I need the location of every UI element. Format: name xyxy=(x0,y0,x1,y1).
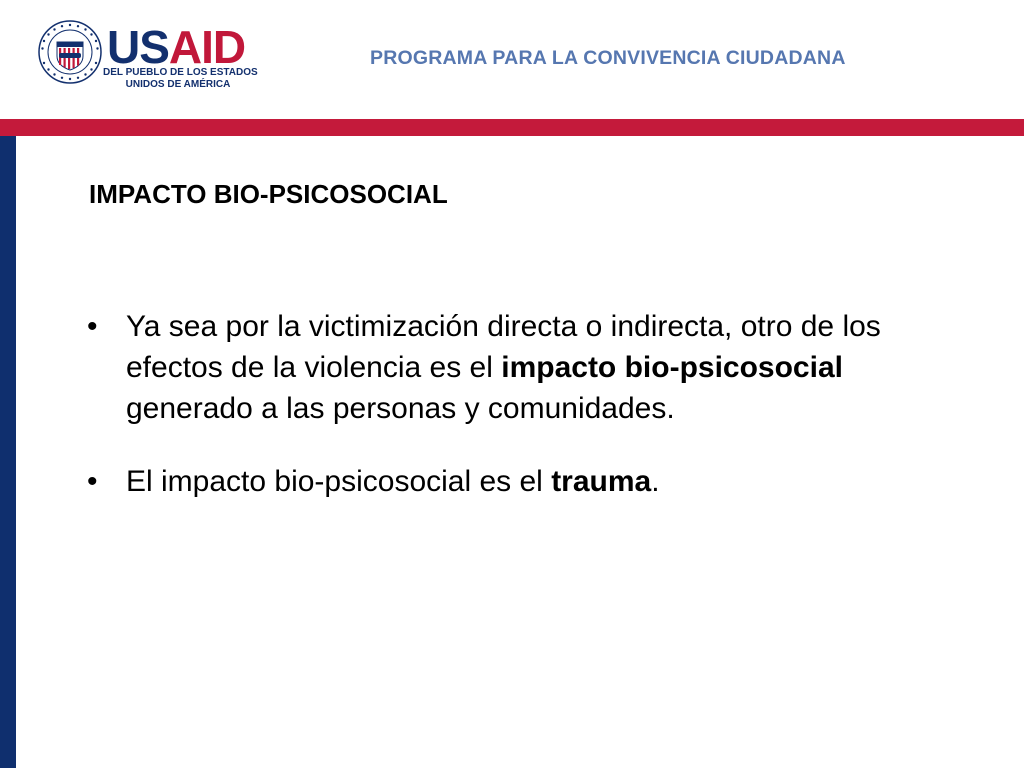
slide-header xyxy=(0,0,1024,118)
bullet-text: El impacto bio-psicosocial es el xyxy=(126,465,552,498)
bullet-item xyxy=(80,461,960,502)
bullet-text: generado a las personas y comunidades. xyxy=(126,392,675,425)
bullet-bold-text: impacto bio-psicosocial xyxy=(501,351,843,384)
usaid-tagline-line2: UNIDOS DE AMÉRICA xyxy=(125,79,231,90)
bullet-text: . xyxy=(651,465,660,498)
usaid-wordmark xyxy=(107,21,246,73)
bullet-marker: • xyxy=(87,310,98,343)
bullet-marker: • xyxy=(87,465,98,498)
red-divider-band xyxy=(0,119,1024,136)
usaid-wordmark-us: US xyxy=(107,21,169,73)
usaid-wordmark-aid: AID xyxy=(168,21,246,73)
bullet-text: Ya sea por la victimización directa o indirecta, otro de los efectos de la violencia es el xyxy=(126,310,881,384)
slide-title: IMPACTO BIO-PSICOSOCIAL xyxy=(89,179,448,209)
bullet-list xyxy=(80,306,960,502)
bullet-item xyxy=(80,306,960,429)
usaid-seal-icon xyxy=(38,20,102,84)
program-title: PROGRAMA PARA LA CONVIVENCIA CIUDADANA xyxy=(370,47,846,69)
blue-side-bar xyxy=(0,136,16,768)
usaid-tagline-line1: DEL PUEBLO DE LOS ESTADOS xyxy=(103,67,258,78)
bullet-bold-text: trauma xyxy=(551,465,652,498)
